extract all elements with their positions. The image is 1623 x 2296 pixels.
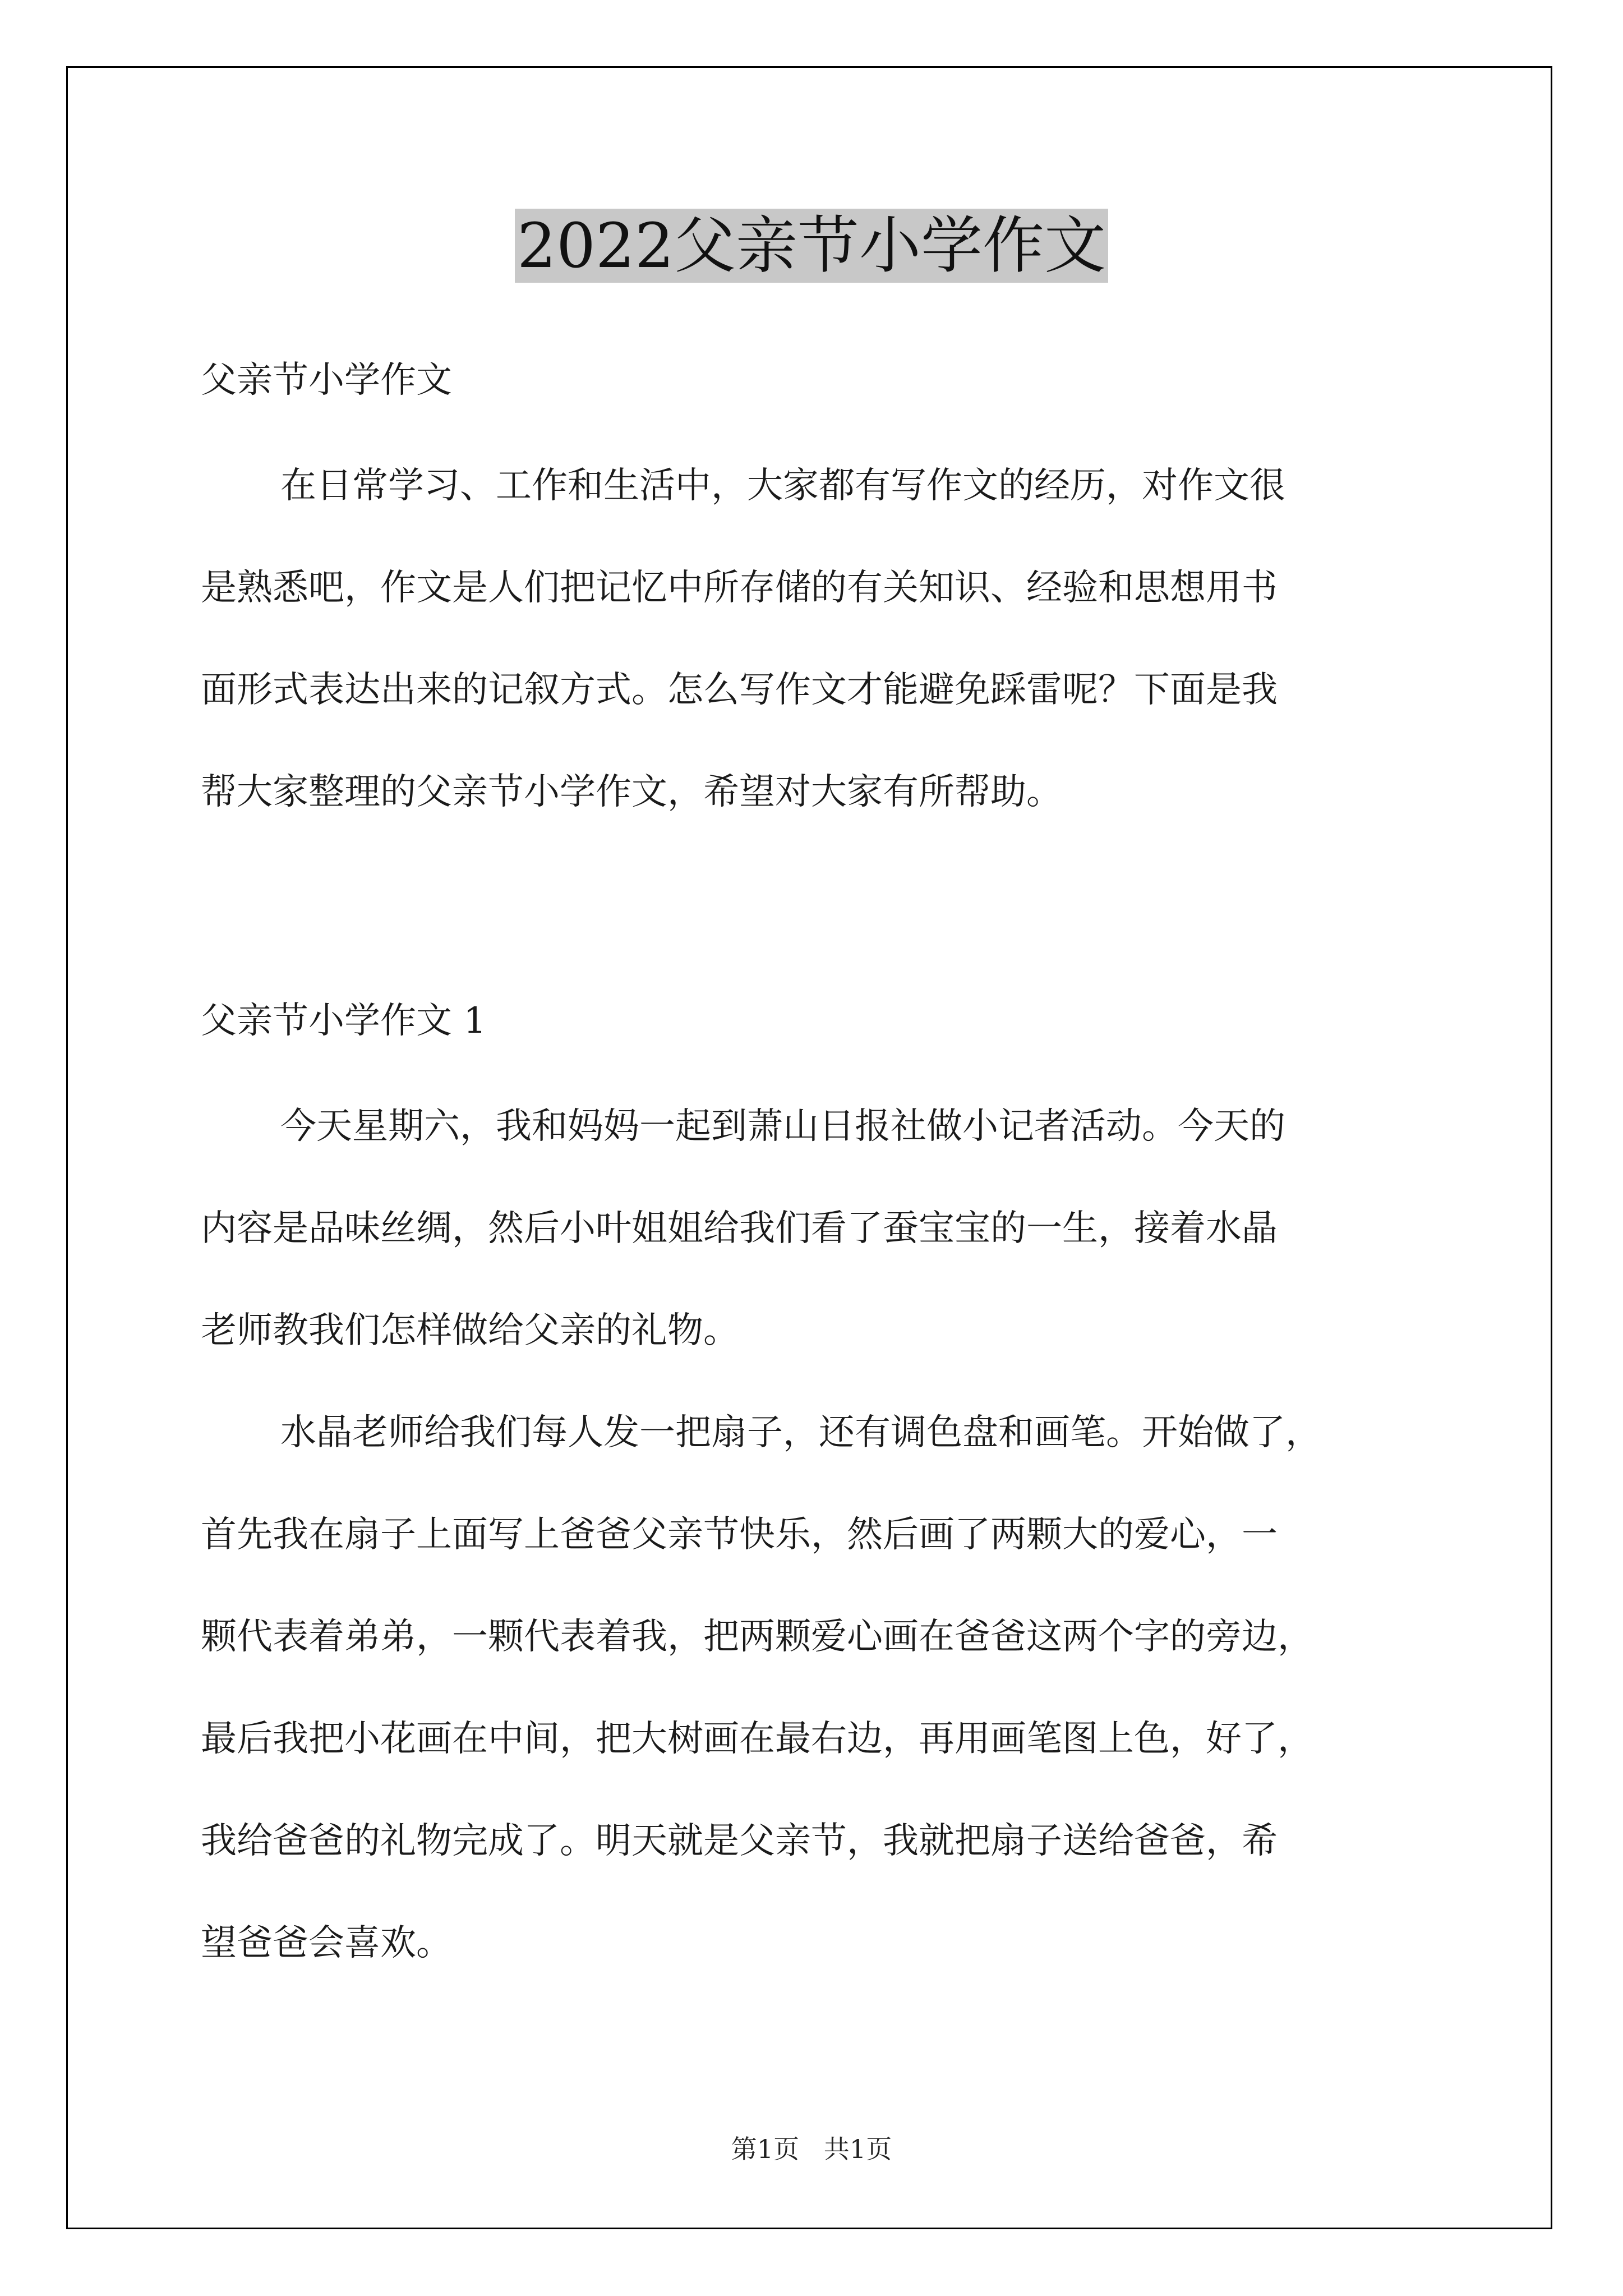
- intro-heading: 父亲节小学作文: [201, 360, 452, 401]
- section1-paragraph1-line: 老师教我们怎样做给父亲的礼物。: [201, 1310, 739, 1351]
- intro-paragraph-line: 是熟悉吧，作文是人们把记忆中所存储的有关知识、经验和思想用书: [201, 567, 1278, 609]
- title-wrap: [0, 209, 1623, 283]
- intro-paragraph-line: 帮大家整理的父亲节小学作文，希望对大家有所帮助。: [201, 771, 1062, 813]
- intro-paragraph-line: 面形式表达出来的记叙方式。怎么写作文才能避免踩雷呢？下面是我: [201, 669, 1278, 711]
- section1-paragraph2-line: 我给爸爸的礼物完成了。明天就是父亲节，我就把扇子送给爸爸，希: [201, 1820, 1278, 1862]
- section1-paragraph1-line: 今天星期六，我和妈妈一起到萧山日报社做小记者活动。今天的: [280, 1106, 1285, 1147]
- section1-paragraph2-line: 最后我把小花画在中间，把大树画在最右边，再用画笔图上色，好了，: [201, 1718, 1313, 1760]
- section1-paragraph2-line: 望爸爸会喜欢。: [201, 1922, 452, 1964]
- section1-paragraph2-line: 颗代表着弟弟，一颗代表着我，把两颗爱心画在爸爸这两个字的旁边，: [201, 1616, 1313, 1658]
- document-title: 2022父亲节小学作文: [515, 209, 1108, 283]
- section1-paragraph2-line: 首先我在扇子上面写上爸爸父亲节快乐，然后画了两颗大的爱心，一: [201, 1514, 1278, 1556]
- intro-paragraph-line: 在日常学习、工作和生活中，大家都有写作文的经历，对作文很: [280, 465, 1285, 507]
- section1-paragraph1-line: 内容是品味丝绸，然后小叶姐姐给我们看了蚕宝宝的一生，接着水晶: [201, 1208, 1278, 1249]
- section1-paragraph2-line: 水晶老师给我们每人发一把扇子，还有调色盘和画笔。开始做了，: [280, 1412, 1321, 1453]
- page-footer: 第1页 共1页: [731, 2134, 892, 2164]
- section1-heading: 父亲节小学作文 1: [201, 1000, 487, 1042]
